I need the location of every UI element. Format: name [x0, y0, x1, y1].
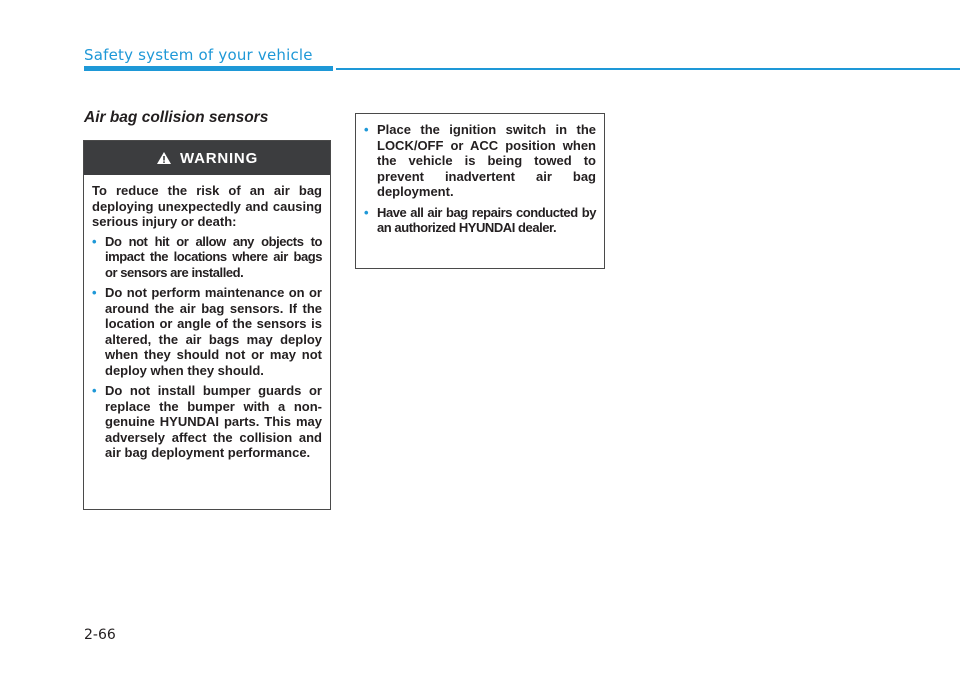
bullet-dot-icon: •	[92, 233, 97, 249]
header-rule-thick	[84, 66, 333, 71]
header-title: Safety system of your vehicle	[84, 46, 313, 64]
continued-bullet-text: Place the ignition switch in the LOCK/OFF or ACC position when the vehicle is being towed to prevent inadvertent air bag deployment.	[377, 122, 596, 199]
warning-box	[83, 140, 331, 510]
warning-bullet	[92, 285, 322, 378]
bullet-dot-icon: •	[364, 122, 369, 137]
continued-bullet	[364, 205, 596, 236]
warning-bullet	[92, 234, 322, 281]
continued-bullet	[364, 122, 596, 200]
warning-intro: To reduce the risk of an air bag deploying unexpectedly and causing serious injury or death:	[92, 183, 322, 229]
warning-bullet-text: Do not hit or allow any objects to impact the locations where air bags or sensors are installed.	[105, 233, 322, 280]
warning-bullet-text: Do not perform maintenance on or around the air bag sensors. If the location or angle of the sensors is altered, the air bags may deploy when they should not or may not deploy when they should.	[105, 285, 322, 378]
page-number: 2-66	[84, 627, 116, 643]
bullet-dot-icon: •	[92, 383, 97, 398]
warning-header	[84, 141, 330, 175]
warning-label: WARNING	[179, 149, 259, 167]
warning-bullet	[92, 383, 322, 461]
continued-warning-box	[355, 113, 605, 269]
section-heading: Air bag collision sensors	[84, 109, 269, 126]
bullet-dot-icon: •	[364, 204, 369, 220]
header-rule-thin	[336, 68, 960, 70]
warning-triangle-icon	[156, 151, 172, 165]
warning-bullet-text: Do not install bumper guards or replace the bumper with a non-genuine HYUNDAI parts. This may adversely affect the collision and air bag deployment performance.	[105, 383, 322, 460]
warning-body	[84, 175, 330, 461]
continued-bullet-text: Have all air bag repairs conducted by an authorized HYUNDAI dealer.	[377, 204, 596, 235]
bullet-dot-icon: •	[92, 285, 97, 300]
